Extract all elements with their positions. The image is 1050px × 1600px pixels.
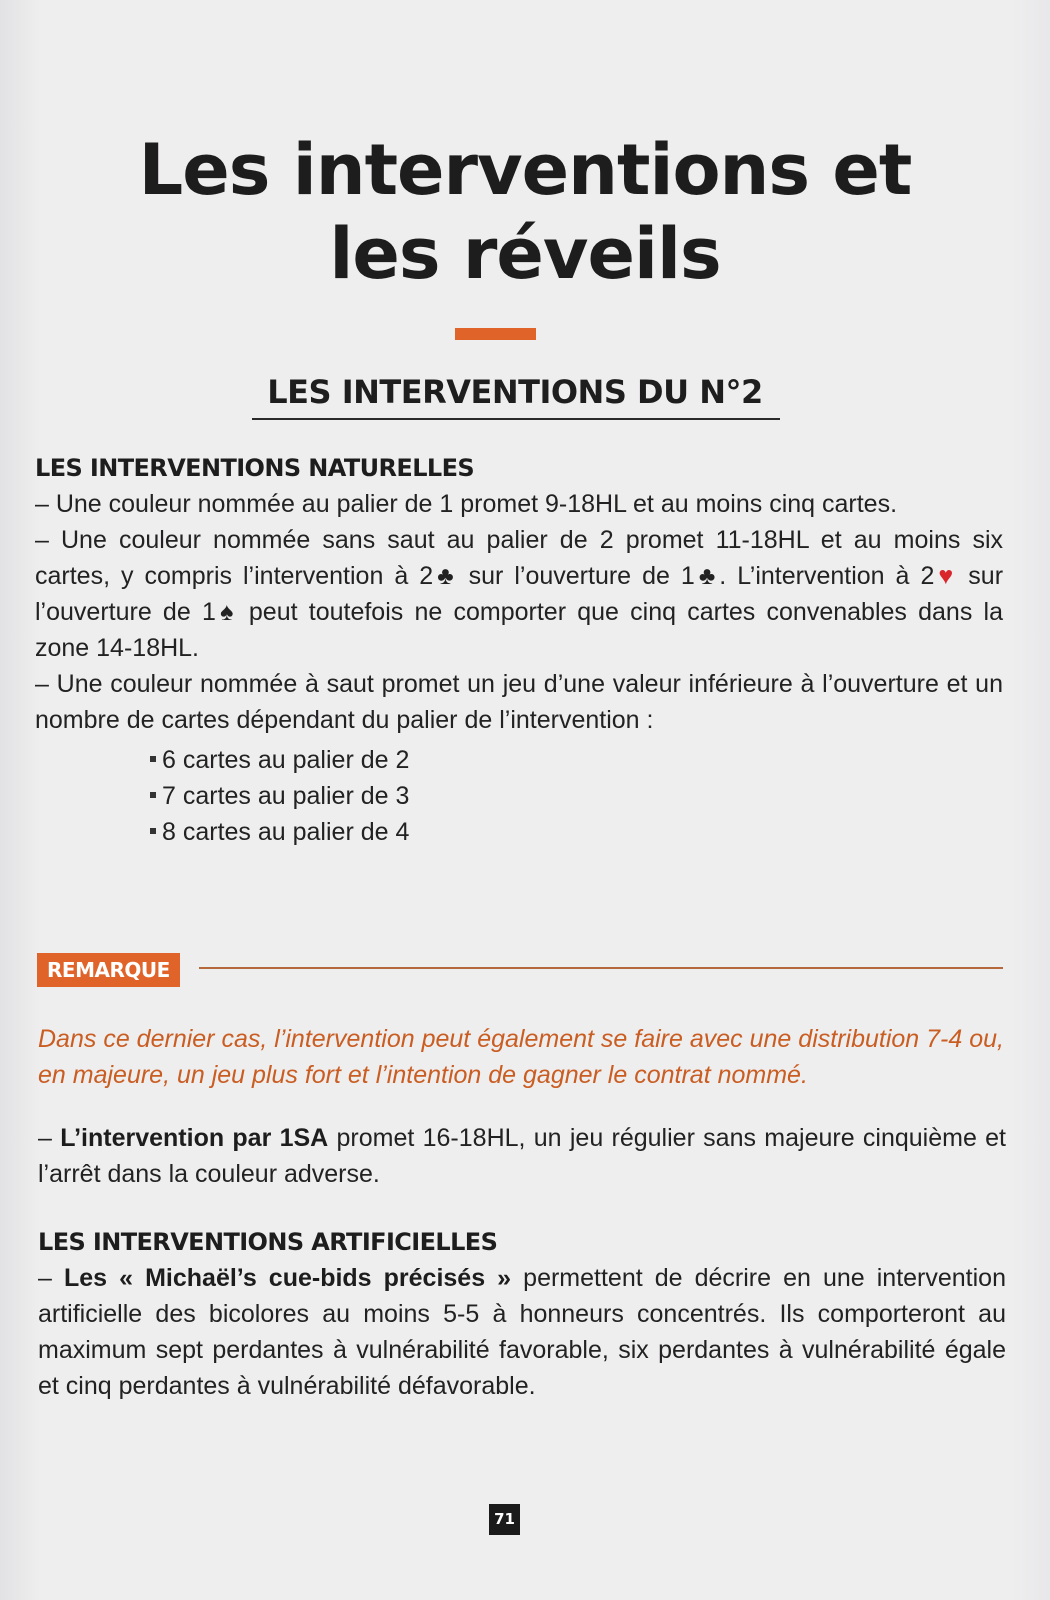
chapter-title	[0, 128, 1050, 296]
artificial-interventions-block	[38, 1224, 1006, 1404]
list-item-text: 6 cartes au palier de 2	[162, 746, 410, 774]
title-accent-bar	[455, 328, 536, 340]
natural-paragraph-2-text-b: sur l’ouverture de 1	[457, 562, 695, 590]
natural-paragraph-1: – Une couleur nommée au palier de 1 promet 9-18HL et au moins cinq cartes.	[35, 490, 898, 518]
club-suit-icon: ♣	[433, 562, 458, 590]
list-item	[150, 814, 1003, 850]
heart-suit-icon: ♥	[934, 562, 958, 590]
natural-paragraph-3-text-c: peut toutefois ne comporter que cinq cartes convenables dans la zone 14-18HL.	[35, 598, 1003, 662]
page-number: 71	[489, 1504, 520, 1535]
list-item	[150, 742, 1003, 778]
remark-divider	[199, 967, 1003, 969]
dash-prefix: –	[38, 1124, 61, 1152]
artificial-text: permettent de décrire en une intervention artificielle des bicolores au moins 5-5 à honneurs concentrés. Ils comporteront au maximum sept perdantes à vulnérabilité favorable, six perdantes à vulnérabilité égale et cinq perdantes à vulnérabilité défavorable.	[38, 1264, 1006, 1400]
list-item-text: 7 cartes au palier de 3	[162, 782, 410, 810]
natural-paragraph-2	[35, 522, 1003, 666]
chapter-title-line-1: Les interventions et	[138, 129, 912, 211]
natural-paragraph-3-text-b: sur l’ouverture de 1	[35, 562, 1004, 626]
natural-paragraph-4: – Une couleur nommée à saut promet un jeu d’une valeur inférieure à l’ouverture et un nombre de cartes dépendant du palier de l’intervention :	[35, 670, 1003, 734]
natural-paragraph-2-text-c: .	[719, 562, 727, 590]
remark-badge: REMARQUE	[37, 953, 180, 987]
list-item-text: 8 cartes au palier de 4	[162, 818, 410, 846]
notrump-text: promet 16-18HL, un jeu régulier sans majeure cinquième et l’arrêt dans la couleur adverse.	[38, 1124, 1006, 1188]
list-item	[150, 778, 1003, 814]
remark-text: Dans ce dernier cas, l’intervention peut également se faire avec une distribution 7-4 ou, en majeure, un jeu plus fort et l’intention de gagner le contrat nommé.	[38, 1025, 1004, 1089]
natural-interventions-heading: LES INTERVENTIONS NATURELLES	[35, 454, 475, 482]
club-suit-icon: ♣	[694, 562, 720, 590]
card-count-list	[35, 742, 1003, 850]
section-title-underline	[252, 418, 780, 420]
natural-interventions-block	[35, 450, 1003, 850]
square-bullet-icon	[150, 792, 156, 798]
natural-paragraph-3-text-a: L’intervention à 2	[737, 562, 935, 590]
section-title: LES INTERVENTIONS DU N°2	[267, 373, 763, 411]
square-bullet-icon	[150, 756, 156, 762]
dash-prefix: –	[38, 1264, 64, 1292]
chapter-title-line-2: les réveils	[329, 213, 721, 295]
square-bullet-icon	[150, 828, 156, 834]
notrump-bold-term: L’intervention par 1SA	[60, 1124, 329, 1152]
notrump-block	[38, 1120, 1006, 1192]
notrump-paragraph	[38, 1120, 1006, 1192]
artificial-paragraph	[38, 1260, 1006, 1404]
natural-paragraph-2-text-a: – Une couleur nommée sans saut au palier de 2 promet 11-18HL et au moins six cartes, y compris l’intervention à 2	[35, 526, 1003, 590]
spade-suit-icon: ♠	[215, 598, 238, 626]
remark-header	[37, 953, 1003, 988]
artificial-interventions-heading: LES INTERVENTIONS ARTIFICIELLES	[38, 1228, 498, 1256]
michaels-cuebid-bold-term: Les « Michaël’s cue-bids précisés »	[63, 1264, 512, 1292]
